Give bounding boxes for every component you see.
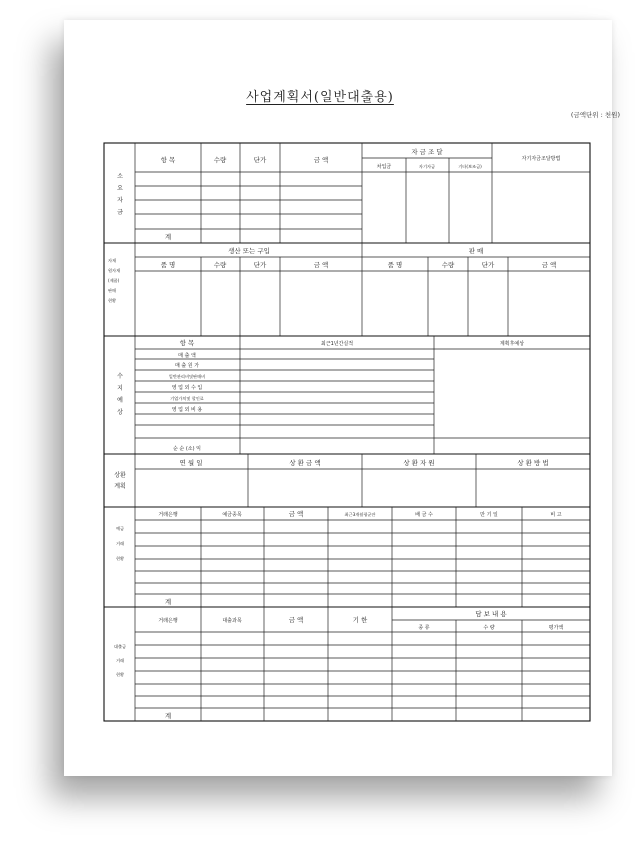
section1-side-label-1: 소 (117, 173, 123, 180)
s2-side-label-3: (제품) (108, 278, 120, 283)
s3-side-label-1: 수 (117, 373, 123, 380)
s5-h-amount: 금 액 (288, 510, 304, 518)
s2-h-qty-1: 수량 (213, 261, 227, 269)
s6-c-value: 평가액 (548, 625, 564, 631)
s3-col-recent: 최근1년간실적 (320, 341, 354, 347)
s5-side-label-1: 예금 (115, 526, 125, 531)
s5-h-count: 배 금 수 (415, 512, 433, 518)
s2-side-label-5: 현황 (108, 298, 117, 303)
s6-c-type: 종 류 (418, 625, 430, 631)
s2-h-amount-2: 금 액 (541, 261, 557, 269)
s3-col-plan: 계획후예상 (499, 341, 525, 347)
s1-funding-title: 자 금 조 달 (411, 148, 443, 156)
unit-note: (금액단위 : 천원) (570, 111, 620, 119)
s1-header-amount: 금 액 (313, 156, 329, 164)
s4-side-label-1: 상환 (114, 472, 126, 479)
s5-h-maturity: 만 기 일 (480, 512, 498, 518)
s5-total: 계 (164, 598, 172, 606)
section1-side-label-4: 금 (117, 209, 123, 216)
s6-side-label-2: 거래 (115, 658, 125, 663)
s6-total: 계 (164, 712, 172, 720)
section1-side-label-3: 자 (117, 197, 123, 204)
s6-collateral-title: 담 보 내 용 (475, 610, 507, 618)
s6-side-label-1: 대출금 (113, 644, 127, 649)
s2-right-title: 판 매 (468, 247, 484, 255)
s3-side-label-2: 지 (117, 385, 123, 392)
s5-side-label-2: 거래 (115, 541, 125, 546)
s2-side-label-2: 원자재 (108, 268, 121, 273)
s4-side-label-2: 계획 (114, 483, 126, 490)
s4-h-date: 연 월 일 (179, 459, 203, 467)
s6-h-term: 기 한 (352, 616, 368, 624)
s1-self-fund-method: 자기자금조달방법 (521, 156, 561, 162)
form-frame (104, 143, 590, 721)
s1-funding-other: 기타(보조금) (458, 164, 482, 169)
s3-side-label-4: 상 (117, 409, 123, 416)
s5-h-bank: 거래은행 (158, 512, 178, 518)
s3-row-discount: 기업가치및 할인료 (170, 396, 204, 401)
s2-h-name-1: 품 명 (160, 261, 176, 269)
s2-left-title: 생산 또는 구입 (228, 247, 270, 255)
section1-side-label-2: 요 (117, 185, 123, 192)
s3-row-sales: 매 출 액 (178, 353, 196, 359)
s6-c-qty: 수 량 (483, 625, 495, 631)
s6-h-amount: 금 액 (288, 616, 304, 624)
s3-row-nonop-income: 영 업 외 수 입 (171, 385, 203, 391)
s2-h-price-1: 단가 (253, 261, 267, 269)
s2-h-price-2: 단가 (481, 261, 495, 269)
s5-h-avg: 최근3개월평균잔 (344, 512, 376, 517)
s6-h-subject: 대출과목 (222, 618, 242, 624)
s1-header-item: 항 목 (160, 156, 176, 164)
s1-funding-self: 자기자금 (418, 164, 436, 169)
s2-side-label-4: 판매 (108, 288, 117, 293)
document-title: 사업계획서(일반대출용) (246, 90, 394, 105)
s3-row-net: 순 순 (소) 익 (173, 446, 201, 452)
s1-header-qty: 수량 (213, 156, 227, 164)
s2-side-label-1: 자재 (108, 258, 117, 263)
s1-header-price: 단가 (253, 156, 267, 164)
s5-side-label-3: 현황 (115, 556, 125, 561)
s3-col-item: 항 목 (179, 339, 195, 347)
s3-row-nonop-expense: 영 업 외 비 용 (171, 407, 203, 413)
s2-h-name-2: 품 명 (387, 261, 403, 269)
s1-total: 계 (164, 233, 172, 241)
s4-h-method: 상 환 방 법 (517, 459, 549, 467)
s4-h-amount: 상 환 금 액 (289, 459, 321, 467)
s3-row-sga: 일반관리비및판매비 (168, 374, 206, 379)
s2-h-qty-2: 수량 (441, 261, 455, 269)
s4-h-source: 상 환 자 원 (403, 459, 435, 467)
s3-side-label-3: 예 (117, 397, 123, 404)
s3-row-cogs: 매 출 원 가 (174, 363, 200, 369)
s6-side-label-3: 현황 (115, 672, 125, 677)
s2-h-amount-1: 금 액 (313, 261, 329, 269)
s6-h-bank: 거래은행 (158, 618, 178, 624)
s1-funding-loan: 차입금 (376, 164, 392, 170)
s5-h-note: 비 고 (550, 512, 562, 518)
s5-h-type: 예금종목 (222, 512, 242, 518)
